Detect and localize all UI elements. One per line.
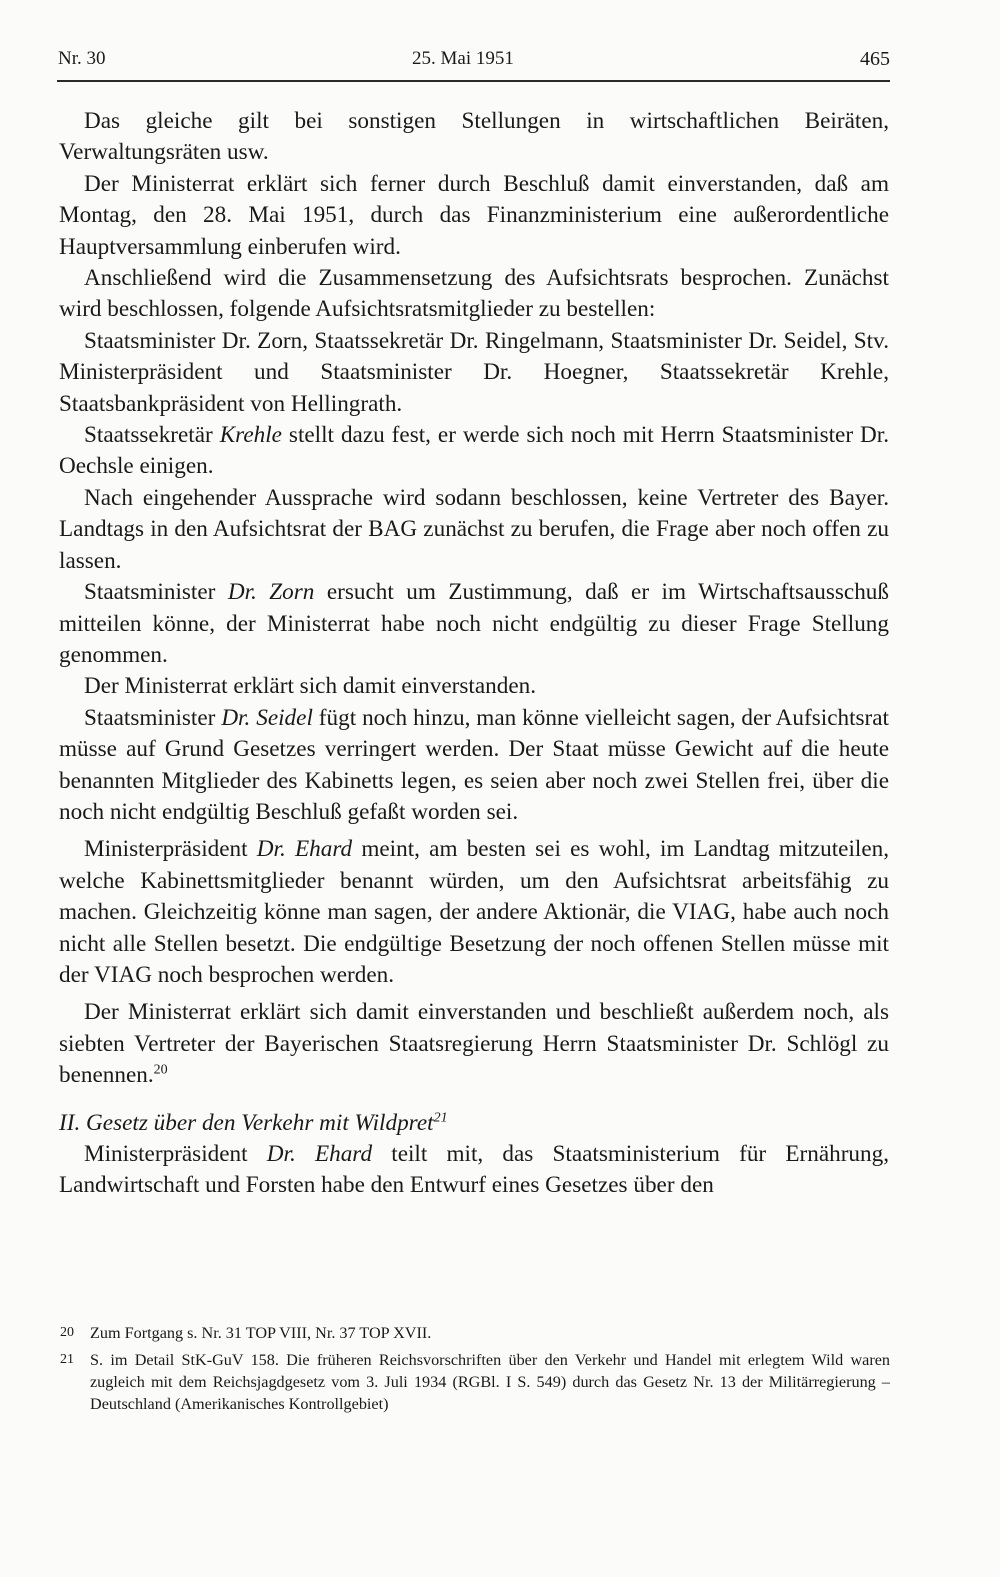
paragraph: Der Ministerrat erklärt sich damit einverstanden und beschließt außerdem noch, als siebten Vertreter der Bayerischen Staatsregierung Herrn Staatsminister Dr. Schlögl zu benennen.$^{20}$ [59, 999, 889, 1089]
paragraph: Der Ministerrat erklärt sich ferner durch Beschluß damit einverstanden, daß am Montag, den 28. Mai 1951, durch das Finanzministerium eine außerordentliche Hauptversammlung einberufen wird. [59, 170, 889, 260]
document-number: Nr. 30 [58, 48, 106, 69]
footnote-ref[interactable]: 20 [153, 1062, 168, 1078]
speaker-name: Dr. Seidel [221, 704, 313, 731]
footnote [60, 1349, 890, 1415]
paragraph: Ministerpräsident Dr. Ehard teilt mit, das Staatsministerium für Ernährung, Landwirtschaft und Forsten habe den Entwurf eines Gesetzes über den [59, 1141, 890, 1199]
paragraph: Nach eingehender Aussprache wird sodann beschlossen, keine Vertreter des Bayer. Landtags in den Aufsichtsrat der BAG zunächst zu berufen, die Frage aber noch offen zu lassen. [59, 484, 889, 574]
paragraph: Der Ministerrat erklärt sich damit einverstanden. [84, 673, 536, 700]
paragraph: Das gleiche gilt bei sonstigen Stellungen in wirtschaftlichen Beiräten, Verwaltungsräten usw. [59, 108, 889, 166]
speaker-name: Dr. Zorn [227, 579, 315, 606]
paragraph: Staatsminister Dr. Seidel fügt noch hinzu, man könne vielleicht sagen, der Aufsichtsrat müsse auf Grund Gesetzes verringert werden. Der Staat müsse Gewicht auf die heute benannten Mitglieder des Kabinetts legen, es seien aber noch zwei Stellen frei, über die noch nicht endgültig Beschluß gefaßt worden sei. [59, 704, 889, 825]
page-number: 465 [860, 48, 890, 70]
footnote-text: Zum Fortgang s. Nr. 31 TOP VIII, Nr. 37 TOP XVII. [90, 1324, 432, 1342]
speaker-name: Krehle [219, 422, 282, 449]
footnote [60, 1322, 890, 1344]
footnote-ref[interactable]: 21 [433, 1109, 448, 1125]
running-header [57, 40, 890, 82]
footnote-text: S. im Detail StK-GuV 158. Die früheren Reichsvorschriften über den Verkehr und Handel mit erlegtem Wild waren zugleich mit dem Reichsjagdgesetz vom 3. Juli 1934 (RGBl. I S. 549) durch das Gesetz Nr. 13 der Militärregierung – Deutschland (Amerikanisches Kontrollgebiet) [90, 1351, 890, 1413]
footnotes [60, 1322, 890, 1420]
speaker-name: Dr. Ehard [266, 1141, 373, 1167]
paragraph: Ministerpräsident Dr. Ehard meint, am besten sei es wohl, im Landtag mitzuteilen, welche Kabinettsmitglieder benannt würden, um den Aufsichtsrat arbeitsfähig zu machen. Gleichzeitig könne man sagen, der andere Aktionär, die VIAG, habe auch noch nicht alle Stellen besetzt. Die endgültige Besetzung der noch offenen Stellen müsse mit der VIAG noch besprochen werden. [59, 836, 890, 988]
main-text [59, 106, 889, 1202]
paragraph: Staatssekretär Krehle stellt dazu fest, er werde sich noch mit Herrn Staatsminister Dr. Oechsle einigen. [59, 422, 889, 480]
paragraph: Anschließend wird die Zusammensetzung des Aufsichtsrats besprochen. Zunächst wird beschlossen, folgende Aufsichtsratsmitglieder zu bestellen: [59, 265, 889, 323]
paragraph: Staatsminister Dr. Zorn, Staatssekretär Dr. Ringelmann, Staatsminister Dr. Seidel, Stv. Ministerpräsident und Staatsminister Dr. Hoegner, Staatssekretär Krehle, Staatsbankpräsident von Hellingrath. [59, 327, 889, 417]
footnote-number: 21 [60, 1352, 74, 1367]
speaker-name: Dr. Ehard [256, 836, 353, 863]
header-date: 25. Mai 1951 [412, 48, 514, 69]
footnote-number: 20 [60, 1325, 74, 1340]
paragraph: Staatsminister Dr. Zorn ersucht um Zustimmung, daß er im Wirtschaftsausschuß mitteilen könne, der Ministerrat habe noch nicht endgültig zu dieser Frage Stellung genommen. [59, 579, 889, 668]
section-heading: II. Gesetz über den Verkehr mit Wildpret$^{21}$ [59, 1109, 448, 1136]
